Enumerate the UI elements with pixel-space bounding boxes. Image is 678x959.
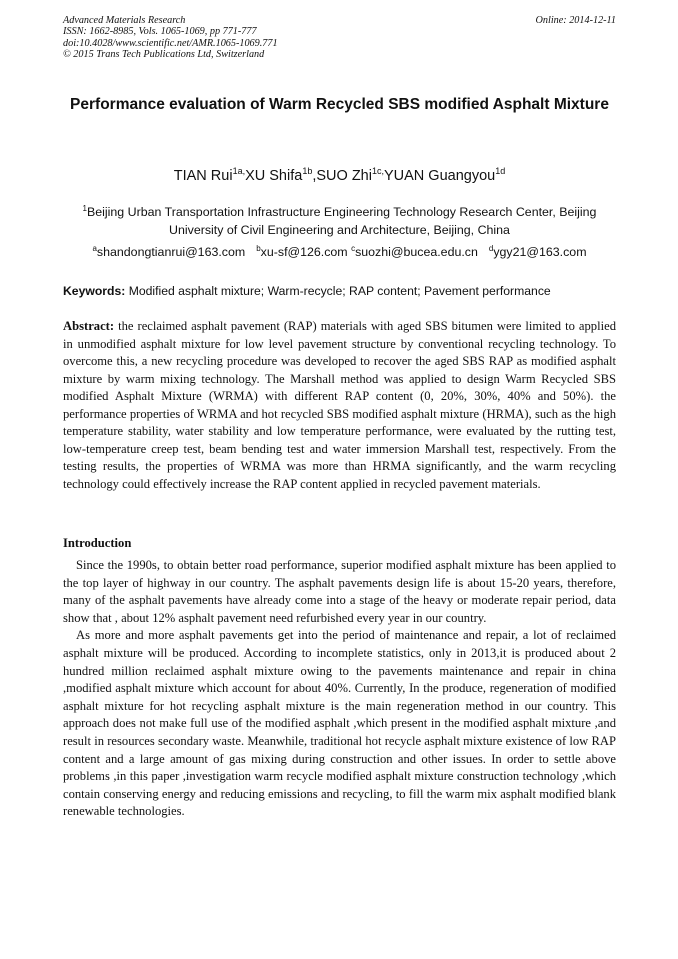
affiliation-line-2: University of Civil Engineering and Architecture, Beijing, China	[169, 223, 510, 237]
affiliation	[63, 203, 616, 239]
author-superscript: 1a,	[232, 166, 246, 176]
journal-name: Advanced Materials Research	[63, 15, 186, 26]
paragraph: Since the 1990s, to obtain better road performance, superior modified asphalt mixture has been applied to the top layer of highway in our country. The asphalt pavements design life is about 15-20 years, therefore, many of the asphalt pavements have already come into a stage of the heavy or moderate repair period, data show that , about 12% asphalt pavement need refurbished every year in our country.	[63, 558, 616, 625]
email-superscript: a	[92, 244, 97, 253]
author-name: YUAN Guangyou	[383, 168, 496, 184]
author-name: XU Shifa	[245, 168, 303, 184]
introduction-heading: Introduction	[63, 536, 132, 550]
author-name: ,SUO Zhi	[312, 168, 372, 184]
introduction-body	[63, 557, 616, 821]
online-date: Online: 2014-12-11	[535, 15, 616, 26]
author-superscript: 1c,	[371, 166, 384, 176]
email-list	[63, 244, 616, 260]
email-superscript: d	[488, 244, 494, 253]
email-address: suozhi@bucea.edu.cn	[355, 245, 478, 259]
author-superscript: 1b	[302, 166, 313, 176]
keywords	[63, 283, 616, 299]
abstract-label: Abstract:	[63, 319, 115, 333]
author-name: TIAN Rui	[173, 168, 233, 184]
email-address: shandongtianrui@163.com	[96, 245, 246, 259]
copyright-line: © 2015 Trans Tech Publications Ltd, Switzerland	[63, 48, 265, 60]
doi-line: doi:10.4028/www.scientific.net/AMR.1065-1069.771	[63, 37, 278, 49]
author-superscript: 1d	[495, 166, 506, 176]
abstract-text: the reclaimed asphalt pavement (RAP) materials with aged SBS bitumen were limited to applied in unmodified asphalt mixture for low level pavement structure by conventional recycling technology. To overcome this, a new recycling procedure was developed to recover the aged SBS RAP as modified asphalt mixture by warm mixing technology. The Marshall method was applied to design Warm Recycled SBS modified Asphalt Mixture (WRMA) with different RAP content (0, 20%, 30%, 40% and 50%). the performance properties of WRMA and hot recycled SBS modified asphalt mixture (HRMA), such as the high temperature stability, water stability and low temperature performance, were evaluated by the rutting test, low-temperature creep test, beam bending test and water immersion Marshall test, respectively. From the testing results, the properties of WRMA was more than HRMA significantly, and the warm recycling technology could effectively increase the RAP content applied in recycled pavement materials.	[63, 319, 616, 491]
email-superscript: c	[351, 244, 356, 253]
paper-title: Performance evaluation of Warm Recycled SBS modified Asphalt Mixture	[70, 96, 609, 113]
affiliation-line-1: Beijing Urban Transportation Infrastructure Engineering Technology Research Center, Beijing	[86, 205, 597, 219]
abstract	[63, 318, 616, 493]
author-list	[63, 166, 616, 186]
journal-header	[63, 15, 616, 60]
affiliation-superscript: 1	[82, 204, 87, 213]
keywords-label: Keywords:	[63, 284, 126, 298]
email-address: xu-sf@126.com	[260, 245, 348, 259]
email-address: ygy21@163.com	[493, 245, 587, 259]
issn-line: ISSN: 1662-8985, Vols. 1065-1069, pp 771-777	[63, 26, 257, 38]
paragraph: As more and more asphalt pavements get into the period of maintenance and repair, a lot of reclaimed asphalt mixture will be produced. According to incomplete statistics, only in 2013,it is produced about 2 hundred million reclaimed asphalt mixture owing to the pavements maintenance and repair in china ,modified asphalt mixture which account for about 40%. Currently, In the produce, regeneration of modified asphalt mixture for hot recycling asphalt mixture is the main regeneration method in our country. This approach does not make full use of the modified asphalt ,which present in the modified asphalt mixture ,and result in resources secondary waste. Meanwhile, traditional hot recycle asphalt mixture existence of low RAP content and a large amount of gas mixing during construction and other issues. In order to settle above problems ,in this paper ,investigation warm recycle modified asphalt mixture construction technology ,which contain conserving energy and reducing emissions and recycling, to fill the warm mix asphalt modified blank renewable technologies.	[63, 628, 616, 819]
keywords-text: Modified asphalt mixture; Warm-recycle; RAP content; Pavement performance	[125, 284, 551, 298]
email-superscript: b	[256, 244, 261, 253]
